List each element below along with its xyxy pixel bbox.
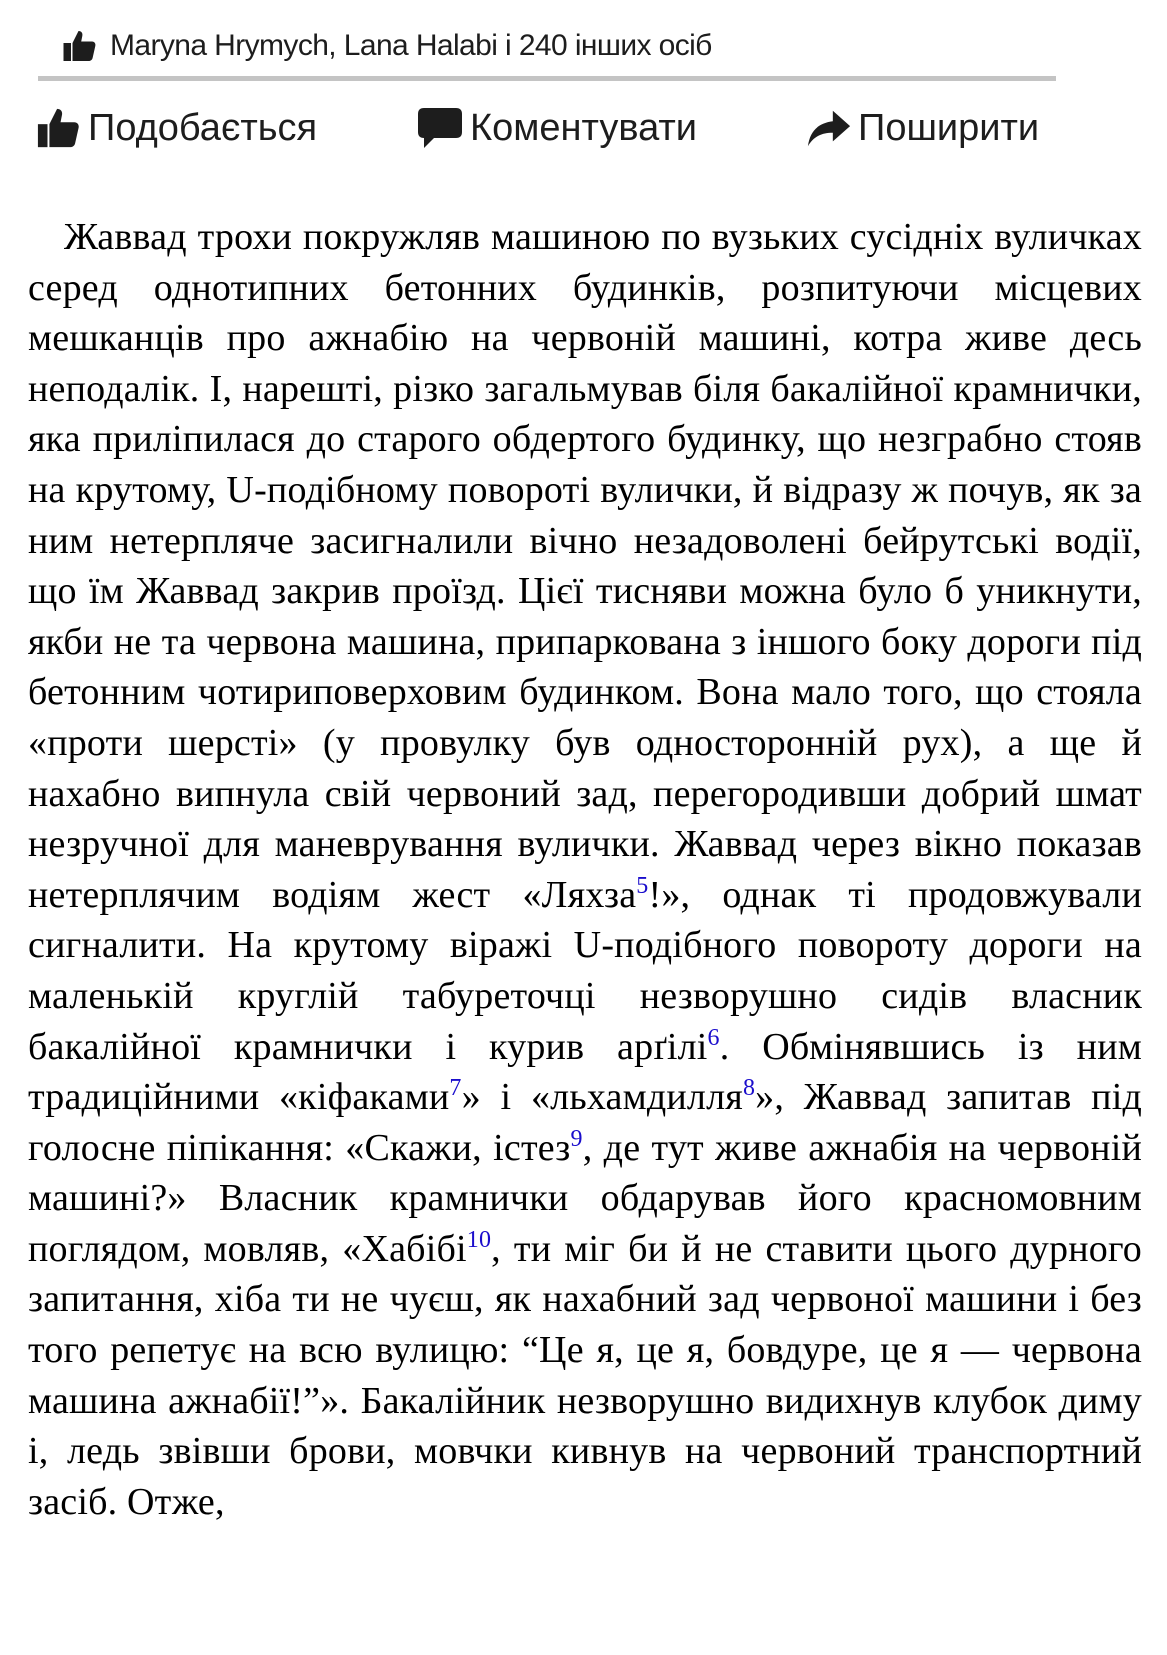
likes-summary[interactable] — [62, 24, 712, 68]
divider — [38, 76, 1056, 81]
footnote-link-10[interactable]: 10 — [466, 1226, 492, 1253]
text-segment: », Жаввад запитав під голосне піпікання: «Скажи, істез — [28, 1076, 1142, 1169]
text-segment: , де тут живе ажнабія на червоній машині?» Власник крамнички обдарував його красномовним поглядом, мовляв, «Хабібі — [28, 1126, 1142, 1270]
action-bar — [36, 100, 1056, 156]
share-arrow-icon — [806, 108, 852, 148]
likes-summary-text: Maryna Hrymych, Lana Halabi і 240 інших осіб — [110, 29, 712, 62]
footnote-link-5[interactable]: 5 — [636, 872, 649, 899]
thumbs-up-icon — [62, 28, 98, 64]
text-segment: . Обмінявшись із ним традиційними «кіфаками — [28, 1025, 1142, 1119]
like-button-label: Подобається — [88, 106, 318, 149]
footnote-link-8[interactable]: 8 — [742, 1075, 756, 1102]
text-segment: , ти міг би й не ставити цього дурного запитання, хіба ти не чуєш, як нахабний зад червоної машини і без того репетує на всю вулицю: “Це я, це я, бовдуре, це я — червона машина ажнабії!”». Бакалійник незворушно видихнув клубок диму і, ледь звівши брови, мовчки кивнув на червоний транспортний засіб. Отже, — [28, 1227, 1142, 1523]
footnote-link-9[interactable]: 9 — [570, 1125, 583, 1152]
footnote-link-6[interactable]: 6 — [707, 1024, 720, 1051]
comment-bubble-icon — [416, 106, 464, 150]
book-paragraph — [28, 212, 1142, 1527]
share-button[interactable] — [806, 100, 1039, 156]
comment-button-label: Коментувати — [470, 106, 698, 149]
like-button[interactable] — [36, 100, 317, 156]
text-segment: Жаввад трохи покружляв машиною по вузьких сусідніх вуличках серед однотипних бетонних будинків, розпитуючи місцевих мешканців про ажнабію на червоній машині, котра живе десь неподалік. І, нарешті, різко загальмував біля бакалійної крамнички, яка приліпилася до старого обдертого будинку, що незграбно стояв на крутому, U-подібному повороті вулички, й відразу ж почув, як за ним нетерпляче засигналили вічно незадоволені бейрутські водії, що їм Жаввад закрив проїзд. Цієї тисняви можна було б уникнути, якби не та червона машина, припаркована з іншого боку дороги під бетонним чотириповерховим будинком. Вона мало того, що стояла «проти шерсті» (у провулку був односторонній рух), а ще й нахабно випнула свій червоний зад, перегородивши добрий шмат незручної для маневрування вулички. Жаввад через вікно показав нетерплячим водіям жест «Ляхза — [28, 216, 1142, 916]
thumbs-up-icon — [36, 105, 82, 151]
text-segment: » і «льхамдилля — [461, 1076, 743, 1119]
comment-button[interactable] — [416, 100, 697, 156]
footnote-link-7[interactable]: 7 — [449, 1075, 462, 1102]
share-button-label: Поширити — [858, 106, 1040, 149]
text-segment: !», однак ті продовжували сигналити. На крутому віражі U-подібного повороту дороги на маленькій круглій табуреточці незворушно сидів власник бакалійної крамнички і курив арґілі — [28, 873, 1142, 1068]
